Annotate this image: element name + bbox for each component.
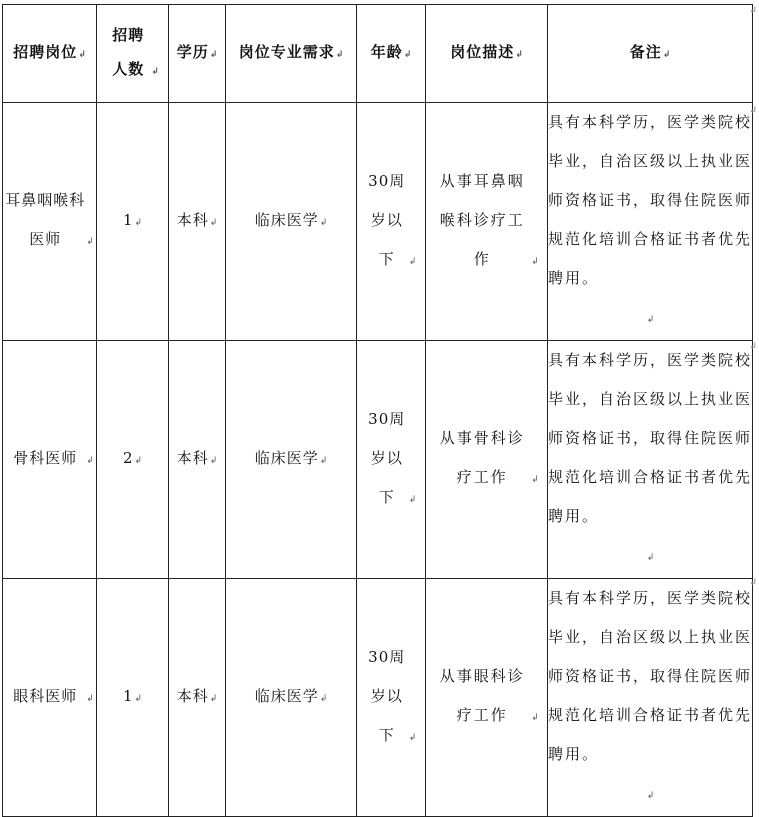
header-count: 招聘人数 ↲ bbox=[97, 5, 169, 103]
recruitment-table bbox=[2, 4, 753, 817]
header-description: 岗位描述↲ bbox=[426, 5, 548, 103]
paragraph-mark: ↲ bbox=[749, 342, 757, 352]
cell-major: 临床医学↲ bbox=[226, 579, 357, 817]
cell-description: 从事眼科诊疗工作 ↲ bbox=[426, 579, 548, 817]
header-age: 年龄↲ bbox=[357, 5, 426, 103]
cell-age: 30周岁以下 ↲ bbox=[357, 341, 426, 579]
paragraph-mark: ↲ bbox=[749, 578, 757, 588]
cell-age: 30周岁以下 ↲ bbox=[357, 579, 426, 817]
table-row bbox=[3, 341, 753, 579]
header-row bbox=[3, 5, 753, 103]
cell-note: 具有本科学历，医学类院校毕业，自治区级以上执业医师资格证书，取得住院医师规范化培训合格证书者优先聘用。↲ bbox=[548, 103, 753, 341]
table-row bbox=[3, 579, 753, 817]
cell-count: 1↲ bbox=[97, 103, 169, 341]
cell-major: 临床医学↲ bbox=[226, 341, 357, 579]
cell-count: 1↲ bbox=[97, 579, 169, 817]
cell-count: 2↲ bbox=[97, 341, 169, 579]
paragraph-mark: ↲ bbox=[749, 106, 757, 116]
cell-education: 本科↲ bbox=[169, 341, 226, 579]
cell-position: 骨科医师 ↲ bbox=[3, 341, 97, 579]
paragraph-mark: ↲ bbox=[749, 6, 757, 16]
cell-note: 具有本科学历，医学类院校毕业，自治区级以上执业医师资格证书，取得住院医师规范化培训合格证书者优先聘用。↲ bbox=[548, 579, 753, 817]
header-education: 学历↲ bbox=[169, 5, 226, 103]
cell-description: 从事耳鼻咽喉科诊疗工作 ↲ bbox=[426, 103, 548, 341]
cell-position: 眼科医师 ↲ bbox=[3, 579, 97, 817]
header-note: 备注↲ bbox=[548, 5, 753, 103]
cell-education: 本科↲ bbox=[169, 103, 226, 341]
header-major: 岗位专业需求↲ bbox=[226, 5, 357, 103]
cell-description: 从事骨科诊疗工作 ↲ bbox=[426, 341, 548, 579]
cell-education: 本科↲ bbox=[169, 579, 226, 817]
cell-age: 30周岁以下 ↲ bbox=[357, 103, 426, 341]
cell-major: 临床医学↲ bbox=[226, 103, 357, 341]
table-row bbox=[3, 103, 753, 341]
cell-position: 耳鼻咽喉科医师 ↲ bbox=[3, 103, 97, 341]
header-position: 招聘岗位↲ bbox=[3, 5, 97, 103]
cell-note: 具有本科学历，医学类院校毕业，自治区级以上执业医师资格证书，取得住院医师规范化培训合格证书者优先聘用。↲ bbox=[548, 341, 753, 579]
